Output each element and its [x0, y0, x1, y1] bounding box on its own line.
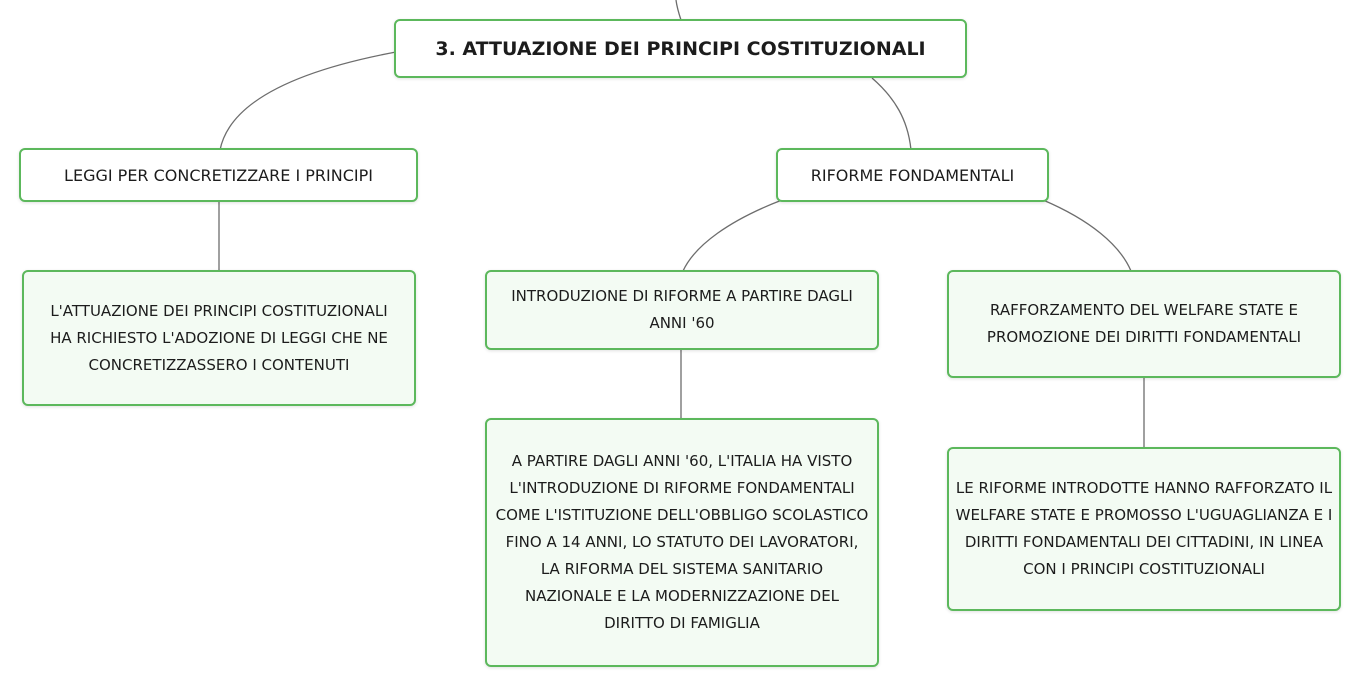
detail-welfare[interactable] [947, 447, 1341, 611]
topic-leggi[interactable] [19, 148, 418, 202]
detail-leggi[interactable] [22, 270, 416, 406]
subtopic-welfare[interactable] [947, 270, 1341, 378]
edge-incoming-root [676, 0, 681, 20]
detail-leggi-text: L'ATTUAZIONE DEI PRINCIPI COSTITUZIONALI HA RICHIESTO L'ADOZIONE DI LEGGI CHE NE CONCRETIZZASSERO I CONTENUTI [50, 301, 388, 374]
detail-riforme-anni-60[interactable] [485, 418, 879, 667]
edge-root-right [872, 78, 911, 150]
detail-riforme-anni-60-text: A PARTIRE DAGLI ANNI '60, L'ITALIA HA VISTO L'INTRODUZIONE DI RIFORME FONDAMENTALI COME L'ISTITUZIONE DELL'OBBLIGO SCOLASTICO FINO A 14 ANNI, LO STATUTO DEI LAVORATORI, LA RIFORMA DEL SISTEMA SANITARIO NAZIONALE E LA MODERNIZZAZIONE DEL DIRITTO DI FAMIGLIA [495, 452, 869, 632]
root-label: 3. ATTUAZIONE DEI PRINCIPI COSTITUZIONALI [435, 37, 926, 60]
subtopic-welfare-label: RAFFORZAMENTO DEL WELFARE STATE E PROMOZIONE DEI DIRITTI FONDAMENTALI [986, 301, 1302, 346]
topic-riforme-label: RIFORME FONDAMENTALI [810, 165, 1015, 185]
edge-right-child2 [1043, 200, 1131, 271]
edge-right-child1 [683, 200, 782, 271]
subtopic-riforme-anni-60[interactable] [485, 270, 879, 350]
edge-root-left [220, 52, 396, 150]
root-node[interactable] [394, 19, 967, 78]
topic-leggi-label: LEGGI PER CONCRETIZZARE I PRINCIPI [64, 165, 373, 185]
detail-welfare-text: LE RIFORME INTRODOTTE HANNO RAFFORZATO IL WELFARE STATE E PROMOSSO L'UGUAGLIANZA E I DIRITTI FONDAMENTALI DEI CITTADINI, IN LINEA CON I PRINCIPI COSTITUZIONALI [955, 479, 1333, 578]
subtopic-riforme-anni-60-label: INTRODUZIONE DI RIFORME A PARTIRE DAGLI ANNI '60 [511, 287, 853, 332]
topic-riforme[interactable] [776, 148, 1049, 202]
